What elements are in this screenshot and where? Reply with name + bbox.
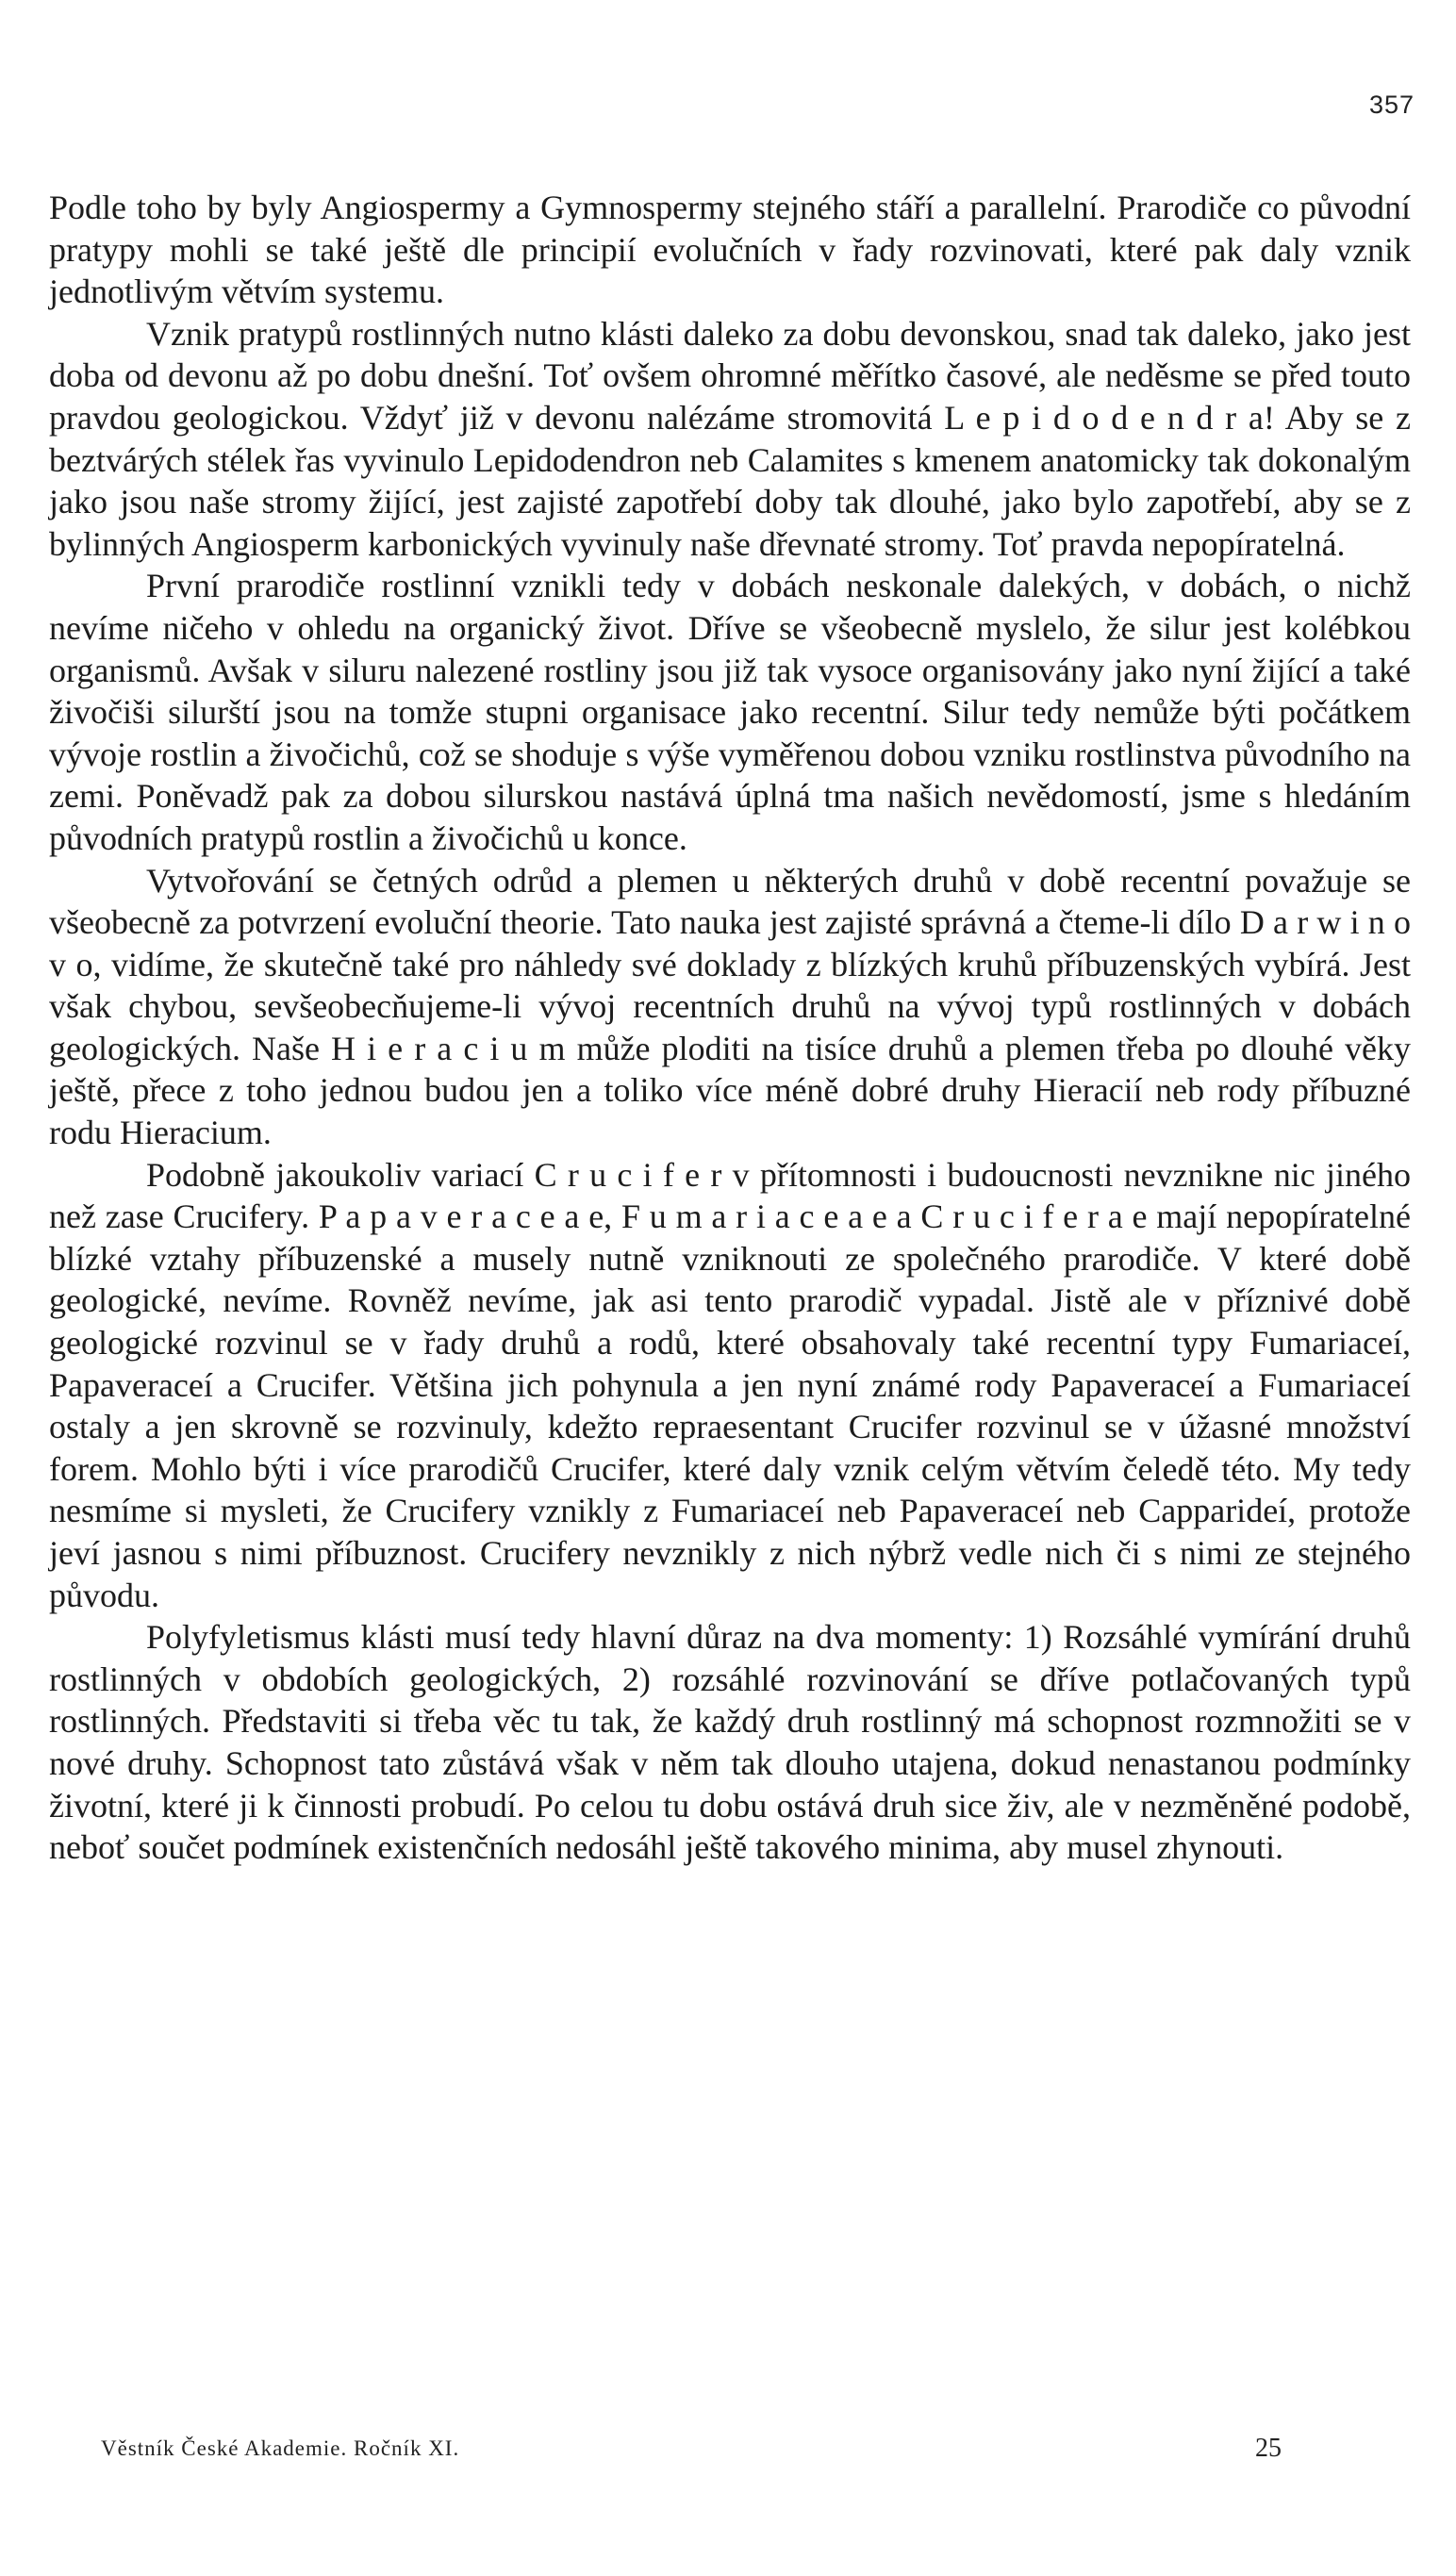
paragraph-6: Polyfyletismus klásti musí tedy hlavní důraz na dva momenty: 1) Rozsáhlé vymírání druhů rostlinných v obdobích geologických, 2) rozsáhlé rozvinování se dříve potlačovaných typů rostlinných. Představiti si třeba věc tu tak, že každý druh rostlinný má schopnost rozmnožiti se v nové druhy. Schopnost tato zůstává však v něm tak dlouho utajena, dokud nenastanou podmínky životní, které ji k činnosti probudí. Po celou tu dobu ostává druh sice živ, ale v nezměněné podobě, neboť součet podmínek existenčních nedosáhl ještě takového minima, aby musel zhynouti.: [49, 1618, 1411, 1867]
paragraph-2: Vznik pratypů rostlinných nutno klásti daleko za dobu devonskou, snad tak daleko, jako jest doba od devonu až po dobu dnešní. Toť ovšem ohromné měřítko časové, ale neděsme se před touto pravdou geologickou. Vždyť již v devonu nalézáme stromovitá L e p i d o d e n d r a! Aby se z beztvárých stélek řas vyvinulo Lepidodendron neb Calamites s kmenem anatomicky tak dokonalým jako jsou naše stromy žijící, jest zajisté zapotřebí doby tak dlouhé, jako bylo zapotřebí, aby se z bylinných Angiosperm karbonických vyvinuly naše dřevnaté stromy. Toť pravda nepopíratelná.: [49, 314, 1411, 563]
body-text: [49, 187, 1411, 1869]
footer-signature-number: 25: [1255, 2434, 1282, 2463]
paragraph-5: Podobně jakoukoliv variací C r u c i f e r v přítomnosti i budoucnosti nevznikne nic jiného než zase Crucifery. P a p a v e r a c e a e, F u m a r i a c e a e a C r u c i f e r a e mají nepopíratelné blízké vztahy příbuzenské a musely nutně vzniknouti ze společného prarodiče. V které době geologické, nevíme. Rovněž nevíme, jak asi tento prarodič vypadal. Jistě ale v příznivé době geologické rozvinul se v řady druhů a rodů, které obsahovaly také recentní typy Fumariaceí, Papaveraceí a Crucifer. Většina jich pohynula a jen nyní známé rody Papaveraceí a Fumariaceí ostaly a jen skrovně se rozvinuly, kdežto repraesentant Crucifer rozvinul se v úžasné množství forem. Mohlo býti i více prarodičů Crucifer, které daly vznik celým větvím čeledě této. My tedy nesmíme si mysleti, že Crucifery vznikly z Fumariaceí neb Papaveraceí neb Capparideí, protože jeví jasnou s nimi příbuznost. Crucifery nevznikly z nich nýbrž vedle nich či s nimi ze stejného původu.: [49, 1155, 1411, 1614]
paragraph-1: Podle toho by byly Angiospermy a Gymnospermy stejného stáří a parallelní. Prarodiče co původní pratypy mohli se také ještě dle principií evolučních v řady rozvinovati, které pak daly vznik jednotlivým větvím systemu.: [49, 189, 1411, 311]
page-number: 357: [1368, 91, 1415, 119]
footer-journal-title: Věstník České Akademie. Ročník XI.: [101, 2436, 460, 2460]
paragraph-4: Vytvořování se četných odrůd a plemen u některých druhů v době recentní považuje se všeobecně za potvrzení evoluční theorie. Tato nauka jest zajisté správná a čteme-li dílo D a r w i n o v o, vidíme, že skutečně také pro náhledy své doklady z blízkých kruhů příbuzenských vybírá. Jest však chybou, sevšeobecňujeme-li vývoj recentních druhů na vývoj typů rostlinných v dobách geologických. Naše H i e r a c i u m může ploditi na tisíce druhů a plemen třeba po dlouhé věky ještě, přece z toho jednou budou jen a toliko více méně dobré druhy Hieracií neb rody příbuzné rodu Hieracium.: [49, 861, 1411, 1152]
paragraph-3: První prarodiče rostlinní vznikli tedy v dobách neskonale dalekých, v dobách, o nichž nevíme ničeho v ohledu na organický život. Dříve se všeobecně myslelo, že silur jest kolébkou organismů. Avšak v siluru nalezené rostliny jsou již tak vysoce organisovány jako nyní žijící a také živočiši silurští jsou na tomže stupni organisace jako recentní. Silur tedy nemůže býti počátkem vývoje rostlin a živočichů, což se shoduje s výše vyměřenou dobou vzniku rostlinstva původního na zemi. Poněvadž pak za dobou silurskou nastává úplná tma našich nevědomostí, jsme s hledáním původních pratypů rostlin a živočichů u konce.: [49, 567, 1411, 857]
